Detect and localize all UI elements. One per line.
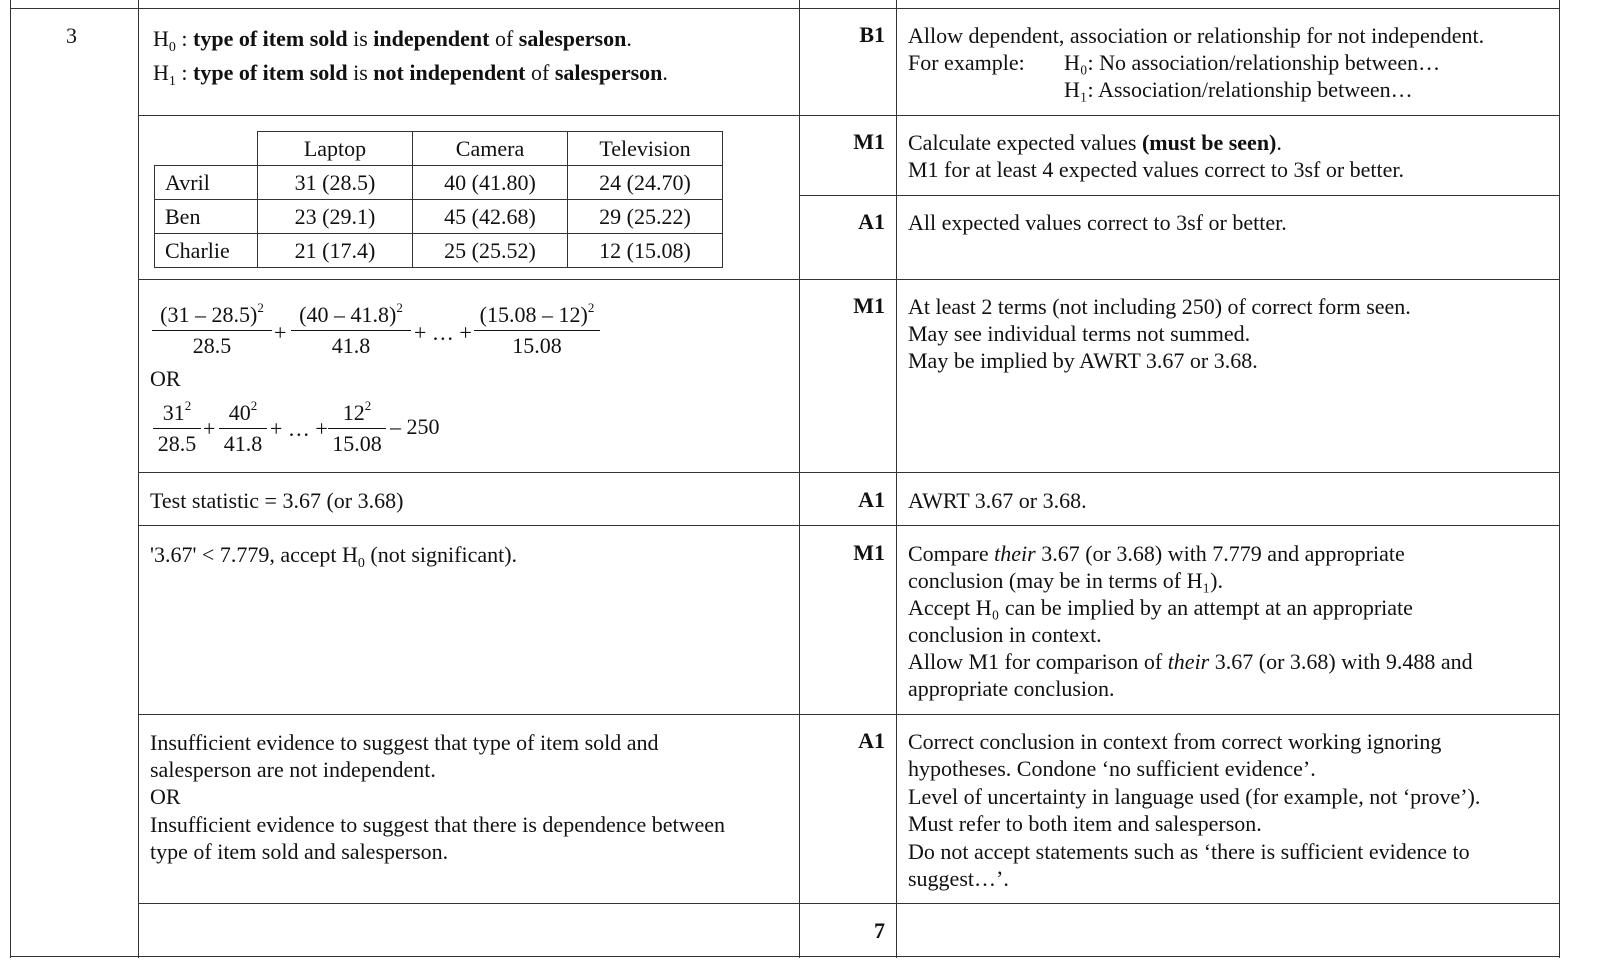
comparison-statement: '3.67' < 7.779, accept $H_0$ (not significant).: [150, 542, 518, 571]
table-header-row: [155, 132, 723, 166]
guidance-line: Correct conclusion in context from correct working ignoring: [908, 729, 1442, 754]
table-cell: 25 (25.52): [413, 234, 568, 268]
grid-line: [138, 115, 1559, 116]
guidance-line: Allow dependent, association or relationship for not independent.: [908, 23, 1485, 48]
guidance-line: appropriate conclusion.: [908, 676, 1115, 701]
table-cell: 40 (41.80): [413, 166, 568, 200]
fraction-term-3: $\frac{(15.08 - 12)^2}{15.08}$: [474, 300, 600, 361]
total-marks: 7: [874, 918, 885, 943]
mark-m1: M1: [853, 293, 885, 318]
mark-m1: M1: [853, 129, 885, 154]
guidance-line: All expected values correct to 3sf or better.: [908, 210, 1287, 235]
grid-line: [896, 195, 1559, 196]
null-hypothesis: $H_0$ : type of item sold is independent of salesperson.: [153, 26, 632, 55]
plus-sign: +: [203, 416, 216, 441]
mark-m1: M1: [853, 540, 885, 565]
grid-line: [138, 0, 139, 958]
grid-line: [10, 0, 11, 958]
grid-line: [10, 8, 1559, 9]
grid-line: [896, 0, 897, 958]
table-header: Camera: [413, 132, 568, 166]
guidance-line: hypotheses. Condone ‘no sufficient evidence’.: [908, 756, 1316, 781]
guidance-line: At least 2 terms (not including 250) of correct form seen.: [908, 294, 1411, 319]
or-label: OR: [150, 366, 181, 391]
fraction-alt-2: $\frac{40^2}{41.8}$: [219, 398, 267, 459]
guidance-line: Accept H₀ can be implied by an attempt at an appropriate: [908, 595, 1413, 620]
alternative-hypothesis: $H_1$ : type of item sold is not independent of salesperson.: [153, 60, 668, 89]
conclusion-line: OR: [150, 784, 181, 809]
grid-line: [10, 956, 1559, 957]
test-statistic: Test statistic = 3.67 (or 3.68): [150, 488, 404, 513]
guidance-line: conclusion in context.: [908, 622, 1102, 647]
table-row: [155, 234, 723, 268]
fraction-alt-1: $\frac{31^2}{28.5}$: [153, 398, 201, 459]
row-header: Charlie: [155, 234, 258, 268]
table-cell: 12 (15.08): [568, 234, 723, 268]
guidance-line: For example:: [908, 50, 1025, 75]
table-cell: 29 (25.22): [568, 200, 723, 234]
guidance-line: Level of uncertainty in language used (for example, not ‘prove’).: [908, 784, 1481, 809]
guidance-line: H₀: No association/relationship between…: [1064, 50, 1441, 75]
table-row: [155, 200, 723, 234]
mark-b1: B1: [859, 22, 885, 47]
mark-a1: A1: [858, 728, 885, 753]
grid-line: [799, 0, 800, 958]
fraction-term-2: $\frac{(40 - 41.8)^2}{41.8}$: [291, 300, 411, 361]
guidance-line: Allow M1 for comparison of their 3.67 (or 3.68) with 9.488 and: [908, 649, 1473, 674]
contingency-table: [154, 131, 723, 268]
question-number: 3: [66, 23, 77, 48]
conclusion-line: Insufficient evidence to suggest that there is dependence between: [150, 812, 726, 837]
guidance-line: H₁: Association/relationship between…: [1064, 77, 1413, 102]
ellipsis-sum: + … +: [270, 416, 328, 441]
conclusion-line: type of item sold and salesperson.: [150, 839, 449, 864]
grid-line: [799, 195, 896, 196]
conclusion-line: Insufficient evidence to suggest that type of item sold and: [150, 730, 659, 755]
guidance-line: Do not accept statements such as ‘there is sufficient evidence to: [908, 839, 1470, 864]
fraction-term-1: $\frac{(31 - 28.5)^2}{28.5}$: [152, 300, 272, 361]
table-row: [155, 166, 723, 200]
guidance-line: AWRT 3.67 or 3.68.: [908, 488, 1087, 513]
guidance-line: May see individual terms not summed.: [908, 321, 1251, 346]
grid-line: [138, 714, 1559, 715]
grid-line: [138, 472, 1559, 473]
guidance-line: M1 for at least 4 expected values correct to 3sf or better.: [908, 157, 1405, 182]
table-cell: 21 (17.4): [258, 234, 413, 268]
table-header: Television: [568, 132, 723, 166]
conclusion-line: salesperson are not independent.: [150, 757, 436, 782]
table-header: Laptop: [258, 132, 413, 166]
grid-line: [1559, 0, 1560, 958]
guidance-line: suggest…’.: [908, 866, 1009, 891]
guidance-line: Calculate expected values (must be seen).: [908, 130, 1282, 155]
guidance-line: May be implied by AWRT 3.67 or 3.68.: [908, 348, 1258, 373]
table-corner: [155, 132, 258, 166]
ellipsis-sum: + … +: [414, 320, 472, 345]
row-header: Avril: [155, 166, 258, 200]
grid-line: [138, 279, 1559, 280]
table-cell: 31 (28.5): [258, 166, 413, 200]
guidance-line: Compare their 3.67 (or 3.68) with 7.779 and appropriate: [908, 541, 1405, 566]
grid-line: [138, 525, 1559, 526]
fraction-alt-3: $\frac{12^2}{15.08}$: [328, 398, 386, 459]
mark-a1: A1: [858, 209, 885, 234]
guidance-line: Must refer to both item and salesperson.: [908, 811, 1262, 836]
table-cell: 23 (29.1): [258, 200, 413, 234]
row-header: Ben: [155, 200, 258, 234]
mark-a1: A1: [858, 487, 885, 512]
table-cell: 24 (24.70): [568, 166, 723, 200]
grid-line: [138, 903, 1559, 904]
minus-250: – 250: [390, 414, 440, 439]
guidance-line: conclusion (may be in terms of H₁).: [908, 568, 1223, 593]
plus-sign: +: [274, 320, 287, 345]
table-cell: 45 (42.68): [413, 200, 568, 234]
